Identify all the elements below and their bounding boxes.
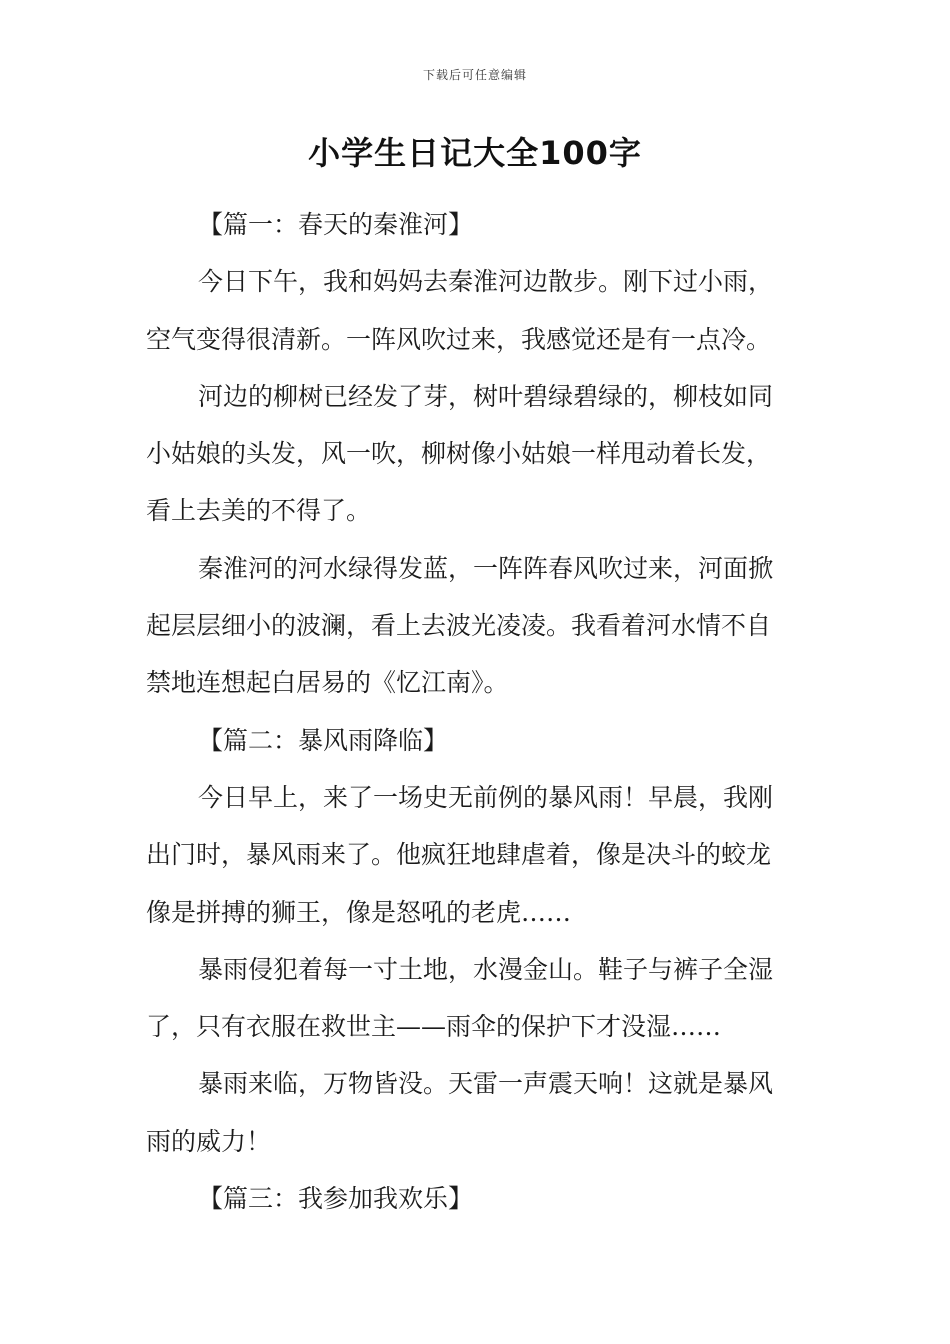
paragraph-line: 出门时，暴风雨来了。他疯狂地肆虐着，像是决斗的蛟龙 — [146, 840, 772, 870]
paragraph-line: 看上去美的不得了。 — [146, 496, 372, 526]
document-body — [146, 196, 806, 1227]
paragraph — [146, 941, 806, 1056]
paragraph — [146, 253, 806, 368]
header-note: 下载后可任意编辑 — [422, 68, 527, 82]
paragraph — [146, 368, 806, 540]
section-heading: 【篇三：我参加我欢乐】 — [198, 1184, 474, 1214]
paragraph — [146, 540, 806, 712]
paragraph — [146, 769, 806, 941]
section-heading: 【篇二：暴风雨降临】 — [198, 725, 449, 755]
paragraph-line: 暴雨来临，万物皆没。天雷一声震天响！这就是暴风 — [198, 1069, 774, 1099]
paragraph-line: 了，只有衣服在救世主——雨伞的保护下才没湿…… — [146, 1012, 722, 1042]
paragraph-line: 小姑娘的头发，风一吹，柳树像小姑娘一样甩动着长发， — [146, 439, 772, 469]
paragraph-line: 起层层细小的波澜，看上去波光凌凌。我看着河水情不自 — [146, 611, 772, 641]
section-3 — [146, 1170, 806, 1227]
paragraph-line: 河边的柳树已经发了芽，树叶碧绿碧绿的，柳枝如同 — [198, 381, 774, 411]
section-1 — [146, 196, 806, 712]
document-title: 小学生日记大全100字 — [308, 134, 642, 172]
paragraph — [146, 1055, 806, 1170]
paragraph-line: 秦淮河的河水绿得发蓝，一阵阵春风吹过来，河面掀 — [198, 553, 774, 583]
paragraph-line: 空气变得很清新。一阵风吹过来，我感觉还是有一点冷。 — [146, 324, 772, 354]
paragraph-line: 禁地连想起白居易的《忆江南》。 — [146, 668, 509, 698]
paragraph-line: 今日早上，来了一场史无前例的暴风雨！早晨，我刚 — [198, 782, 774, 812]
section-heading: 【篇一：春天的秦淮河】 — [198, 210, 474, 239]
paragraph-line: 像是拼搏的狮王，像是怒吼的老虎…… — [146, 897, 572, 927]
paragraph-line: 暴雨侵犯着每一寸土地，水漫金山。鞋子与裤子全湿 — [198, 954, 774, 984]
paragraph-line: 雨的威力！ — [146, 1126, 272, 1156]
section-2 — [146, 712, 806, 1170]
paragraph-line: 今日下午，我和妈妈去秦淮河边散步。刚下过小雨， — [198, 267, 774, 297]
